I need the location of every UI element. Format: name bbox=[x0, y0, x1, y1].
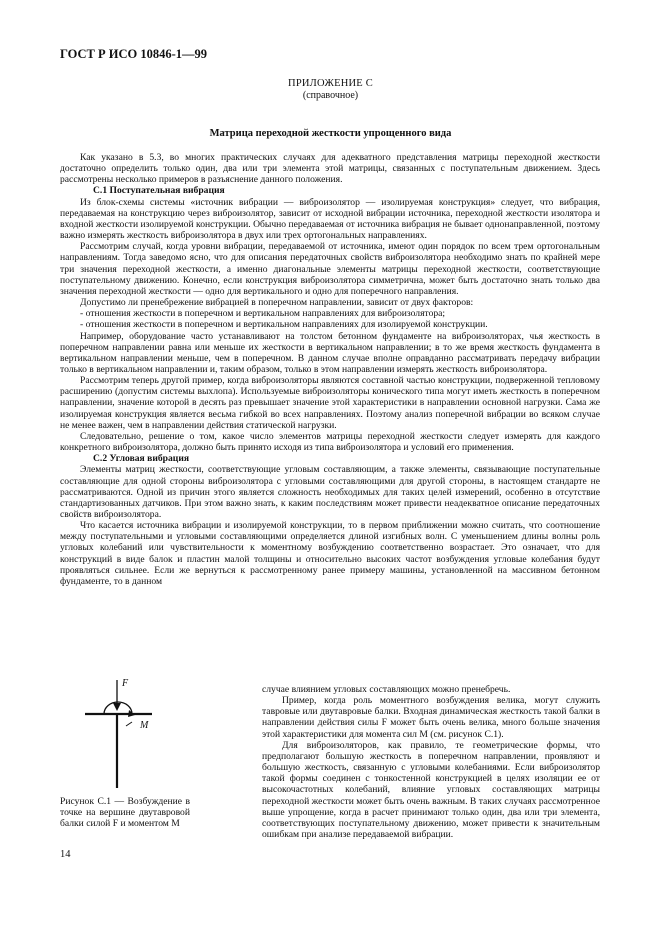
document-header: ГОСТ Р ИСО 10846-1—99 bbox=[60, 47, 208, 61]
list-item: - отношения жесткости в поперечном и вертикальном направлениях для виброизолятора; bbox=[80, 308, 446, 320]
page-number: 14 bbox=[60, 849, 71, 860]
moment-label: M bbox=[140, 720, 149, 731]
paragraph-intro: Как указано в 5.3, во многих практических случаях для адекватного представления матрицы переходной жесткости достаточно определить только один, два или три элемента этой матрицы, связанных с поступательным движением. Здесь рассмотрены несколько примеров в разъяснение данного положения. bbox=[60, 152, 600, 186]
paragraph: Для виброизоляторов, как правило, те геометрические формы, что предполагают большую жесткость в поперечном направлении, проявляют и большую жесткость, связанную с угловыми колебаниями. Если виброизолятор такой формы соединен с тонкостенной конструкцией в целях изоляции ее от высокочастотных колебаний, влияние угловых составляющих матрицы переходной жесткости может быть очень важным. В таких случаях рассмотренное выше упрощение, когда в расчет принимают только один, два или три элемента, соответствующих поступательному движению, может привести к значительным ошибкам при анализе передаваемой вибрации. bbox=[262, 739, 600, 841]
figure-c1-i-beam bbox=[60, 676, 190, 798]
paragraph: Пример, когда роль моментного возбуждения велика, могут служить тавровые или двутавровые балки. Входная динамическая жесткость такой балки в направлении действия силы F может быть очень велика, много больше значения этой характеристики для момента сил M (см. рисунок С.1). bbox=[262, 695, 600, 740]
main-text bbox=[60, 152, 600, 587]
paragraph-continuation: случае влиянием угловых составляющих можно пренебречь. bbox=[262, 684, 511, 695]
appendix-title: ПРИЛОЖЕНИЕ С bbox=[288, 78, 373, 89]
force-label: F bbox=[122, 678, 129, 689]
paragraph: Рассмотрим случай, когда уровни вибрации, передаваемой от источника, имеют один порядок по всем трем ортогональным направлениям. Тогда заведомо ясно, что для описания передаточных свойств виброизолятора необходимо знать по крайней мере три значения переходной жесткости, а именно диагональные элементы матрицы переходной жесткости, соответствующие поступательному движению. Конечно, если конструкция виброизолятора симметрична, может быть достаточно знать только два значения переходной жесткости — одно для вертикального и одно для поперечного направления. bbox=[60, 241, 600, 297]
paragraph: Рассмотрим теперь другой пример, когда виброизоляторы являются составной частью конструкции, подверженной тепловому расширению (допустим системы выхлопа). Используемые виброизоляторы конического типа могут иметь жесткость в поперечном направлении, значение которой в десять раз превышает значение этой характеристики в направлении основной нагрузки. Сама же изолируемая конструкция является весьма гибкой во всех направлениях. Поэтому анализ поперечной вибрации во всяком случае не менее важен, чем в направлении действия статической нагрузки. bbox=[60, 375, 600, 431]
heading-c1: С.1 Поступательная вибрация bbox=[93, 185, 225, 197]
paragraph: Что касается источника вибрации и изолируемой конструкции, то в первом приближении можно считать, что соотношение между поступательными и угловыми составляющими определяется длиной изгибных волн. С уменьшением длины волны роль угловых колебаний или чувствительности к моментному возбуждению соответственно возрастает. Это означает, что для конструкций в виде балок и пластин малой толщины и относительно высоких частот возбуждения угловые колебания будут проявляться сильнее. Если же вернуться к рассмотренному ранее примеру машины, установленной на массивном бетонном фундаменте, то в данном bbox=[60, 520, 600, 587]
paragraph: Допустимо ли пренебрежение вибрацией в поперечном направлении, зависит от двух факторов: bbox=[80, 297, 474, 309]
force-arrowhead bbox=[113, 703, 121, 711]
section-title: Матрица переходной жесткости упрощенного вида bbox=[209, 128, 452, 139]
figure-caption: Рисунок С.1 — Возбуждение в точке на вершине двутавровой балки силой F и моментом M bbox=[60, 796, 190, 830]
paragraph: Следовательно, решение о том, какое число элементов матрицы переходной жесткости следует измерять для каждого конкретного виброизолятора, должно быть принято исходя из типа виброизолятора и условий его применения. bbox=[60, 430, 600, 454]
paragraph: Например, оборудование часто устанавливают на толстом бетонном фундаменте на виброизоляторах, чья жесткость в поперечном направлении равна или меньше их жесткости в вертикальном направлении; в то же время жесткость фундамента в вертикальном направлении меньше, чем в поперечном. В данном случае вполне оправданно рассматривать передачу вибрации только в вертикальном направлении и, таким образом, только в этом направлении измерять жесткость виброизолятора. bbox=[60, 330, 600, 375]
moment-pointer bbox=[126, 722, 132, 726]
appendix-subtitle: (справочное) bbox=[302, 90, 359, 101]
paragraph: Из блок-схемы системы «источник вибрации — виброизолятор — изолируемая конструкция» следует, что вибрация, передаваемая на конструкцию через виброизолятор, зависит от исходной вибрации источника, переходной жесткости изолятора и входной жесткости изолируемой конструкции. Обычно передаваемая от источника вибрация не бывает однонаправленной, поэтому важно измерять жесткость виброизолятора в двух или трех ортогональных направлениях. bbox=[60, 196, 600, 242]
text-beside-figure bbox=[262, 684, 600, 840]
paragraph: Элементы матриц жесткости, соответствующие угловым составляющим, а также элементы, связывающие поступательные составляющие для одной стороны виброизолятора с угловыми составляющими для другой стороны, в настоящем стандарте не рассматриваются. Одной из причин этого является сложность необходимых для таких целей измерений, особенно в отсутствие стандартизованных датчиков. При этом важно знать, к каким последствиям может привести неадекватное описание передаточных свойств виброизолятора. bbox=[60, 464, 600, 520]
list-item: - отношения жесткости в поперечном и вертикальном направлениях для изолируемой конструкции. bbox=[80, 319, 488, 331]
heading-c2: С.2 Угловая вибрация bbox=[93, 453, 190, 465]
